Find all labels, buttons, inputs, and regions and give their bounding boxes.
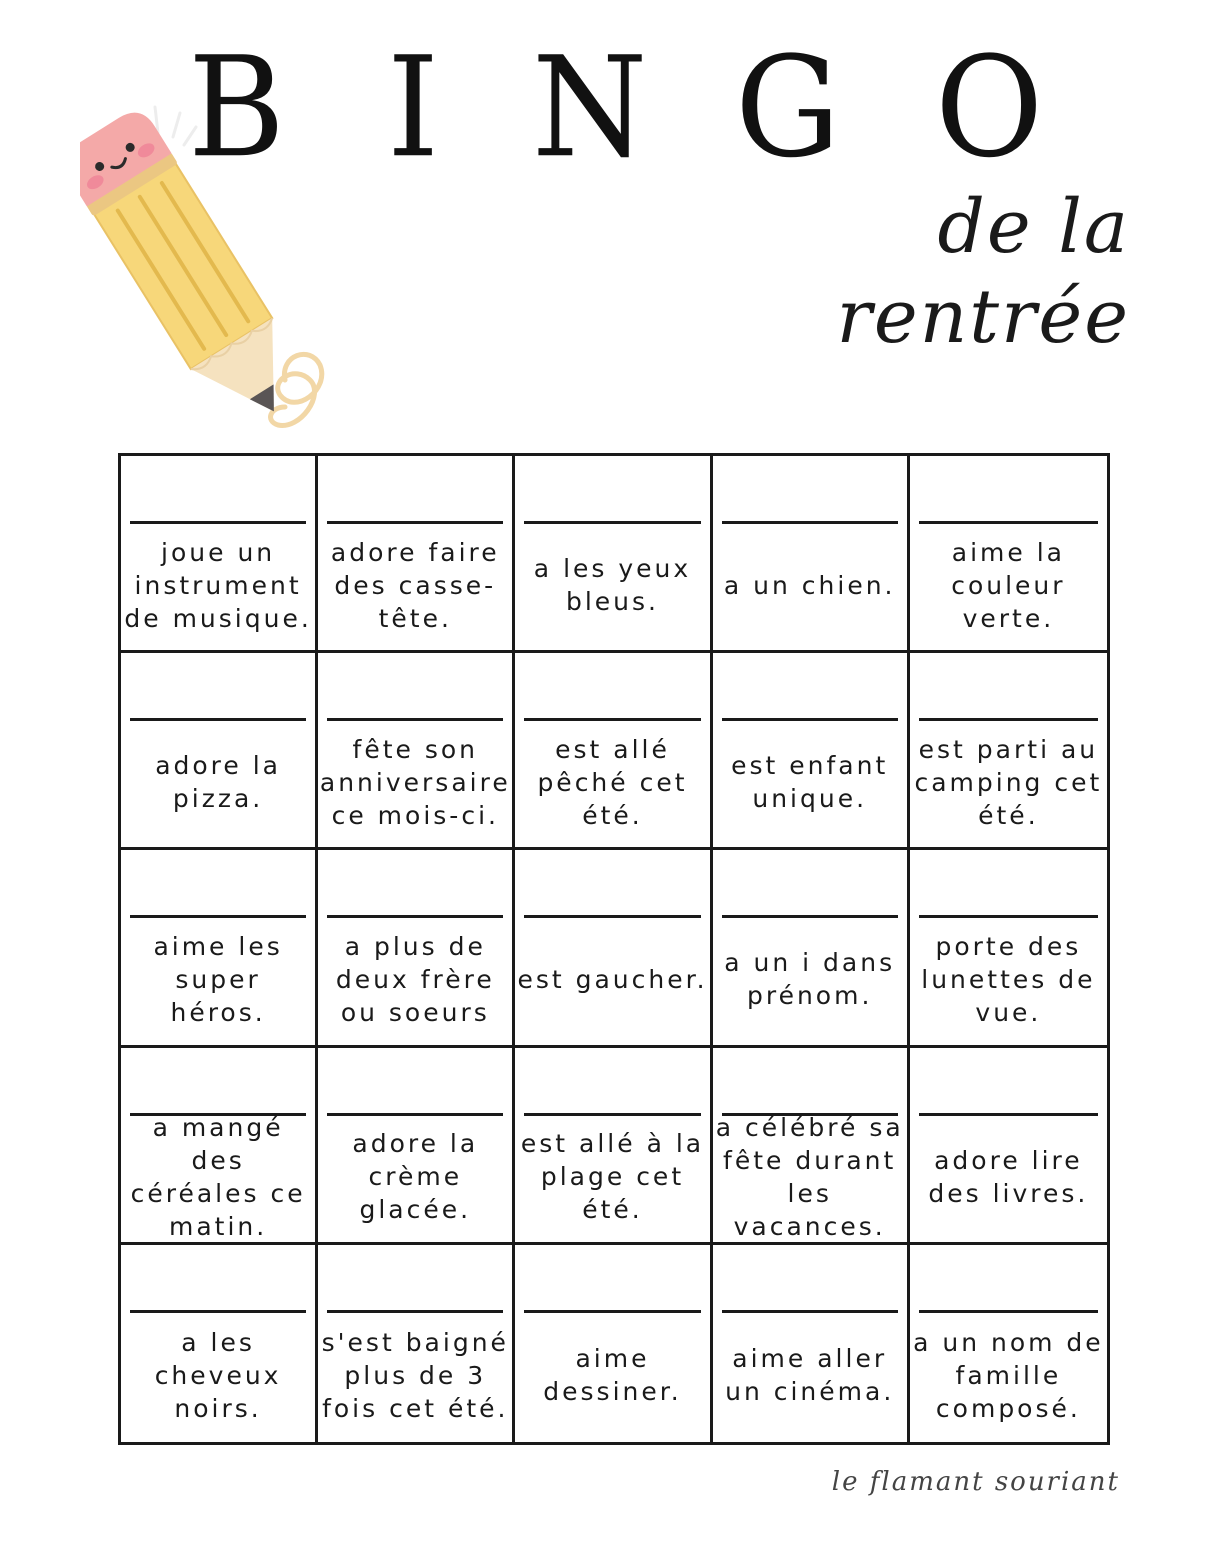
cell-text: aime les super héros.: [153, 931, 283, 1027]
title-letter-i: I: [387, 27, 440, 189]
bingo-cell[interactable]: [713, 653, 910, 850]
subtitle: de la rentrée: [836, 184, 1130, 360]
name-line: [524, 1113, 700, 1116]
name-line: [722, 915, 898, 918]
bingo-cell[interactable]: [121, 1048, 318, 1245]
bingo-cell[interactable]: [910, 850, 1107, 1047]
bingo-cell[interactable]: [121, 850, 318, 1047]
bingo-cell[interactable]: [910, 653, 1107, 850]
cell-text: a mangé des céréales ce matin.: [130, 1112, 306, 1241]
bingo-cell[interactable]: [318, 1245, 515, 1442]
cell-text: adore faire des casse-tête.: [330, 537, 500, 633]
title-letter-n: N: [532, 27, 648, 189]
bingo-cell[interactable]: [318, 456, 515, 653]
cell-text: joue un instrument de musique.: [124, 537, 312, 633]
smiling-pencil-icon: [80, 95, 360, 445]
name-line: [524, 718, 700, 721]
bingo-grid: [118, 453, 1110, 1445]
cell-text: est enfant unique.: [731, 751, 889, 814]
name-line: [722, 1310, 898, 1313]
bingo-cell[interactable]: [713, 1048, 910, 1245]
cell-text: aime la couleur verte.: [951, 537, 1066, 633]
name-line: [327, 1113, 503, 1116]
bingo-cell[interactable]: [515, 850, 712, 1047]
cell-text: aime dessiner.: [543, 1344, 682, 1407]
bingo-cell[interactable]: [318, 850, 515, 1047]
bingo-cell[interactable]: [318, 653, 515, 850]
cell-text: adore lire des livres.: [928, 1145, 1089, 1208]
name-line: [524, 521, 700, 524]
bingo-cell[interactable]: [121, 1245, 318, 1442]
cell-text: adore la pizza.: [155, 751, 281, 814]
name-line: [130, 718, 306, 721]
cell-text: est allé à la plage cet été.: [520, 1129, 705, 1225]
cell-text: a un chien.: [723, 570, 896, 600]
bingo-cell[interactable]: [515, 1048, 712, 1245]
cell-text: aime aller un cinéma.: [725, 1344, 895, 1407]
bingo-cell[interactable]: [121, 456, 318, 653]
cell-text: a les cheveux noirs.: [154, 1327, 282, 1423]
bingo-cell[interactable]: [713, 456, 910, 653]
name-line: [327, 521, 503, 524]
name-line: [524, 1310, 700, 1313]
name-line: [130, 915, 306, 918]
cell-text: a plus de deux frère ou soeurs: [335, 931, 495, 1027]
cell-text: est gaucher.: [517, 964, 708, 994]
name-line: [919, 718, 1098, 721]
cell-text: s'est baigné plus de 3 fois cet été.: [321, 1327, 509, 1423]
cell-text: a les yeux bleus.: [533, 554, 692, 617]
bingo-cell[interactable]: [318, 1048, 515, 1245]
name-line: [919, 1310, 1098, 1313]
name-line: [130, 521, 306, 524]
bingo-cell[interactable]: [713, 1245, 910, 1442]
bingo-cell[interactable]: [910, 456, 1107, 653]
cell-text: a un nom de famille composé.: [913, 1327, 1104, 1423]
bingo-cell[interactable]: [515, 1245, 712, 1442]
name-line: [327, 718, 503, 721]
cell-text: est parti au camping cet été.: [914, 734, 1103, 830]
name-line: [722, 521, 898, 524]
cell-text: a un i dans prénom.: [724, 948, 896, 1011]
cell-text: adore la crème glacée.: [352, 1129, 479, 1225]
title-letter-b: B: [188, 27, 286, 189]
bingo-cell[interactable]: [121, 653, 318, 850]
cell-text: fête son anniversaire ce mois-ci.: [319, 734, 511, 830]
name-line: [327, 915, 503, 918]
cell-text: a célébré sa fête durant les vacances.: [715, 1112, 904, 1241]
bingo-cell[interactable]: [515, 653, 712, 850]
bingo-cell[interactable]: [910, 1245, 1107, 1442]
bingo-cell[interactable]: [910, 1048, 1107, 1245]
name-line: [919, 915, 1098, 918]
cell-text: est allé pêché cet été.: [537, 734, 688, 830]
name-line: [919, 1113, 1098, 1116]
name-line: [130, 1310, 306, 1313]
author-signature: le flamant souriant: [831, 1467, 1120, 1497]
name-line: [919, 521, 1098, 524]
title-letter-o: O: [935, 27, 1044, 189]
name-line: [722, 718, 898, 721]
bingo-cell[interactable]: [713, 850, 910, 1047]
title-letter-g: G: [735, 27, 841, 189]
bingo-cell[interactable]: [515, 456, 712, 653]
name-line: [327, 1310, 503, 1313]
name-line: [524, 915, 700, 918]
cell-text: porte des lunettes de vue.: [921, 931, 1096, 1027]
